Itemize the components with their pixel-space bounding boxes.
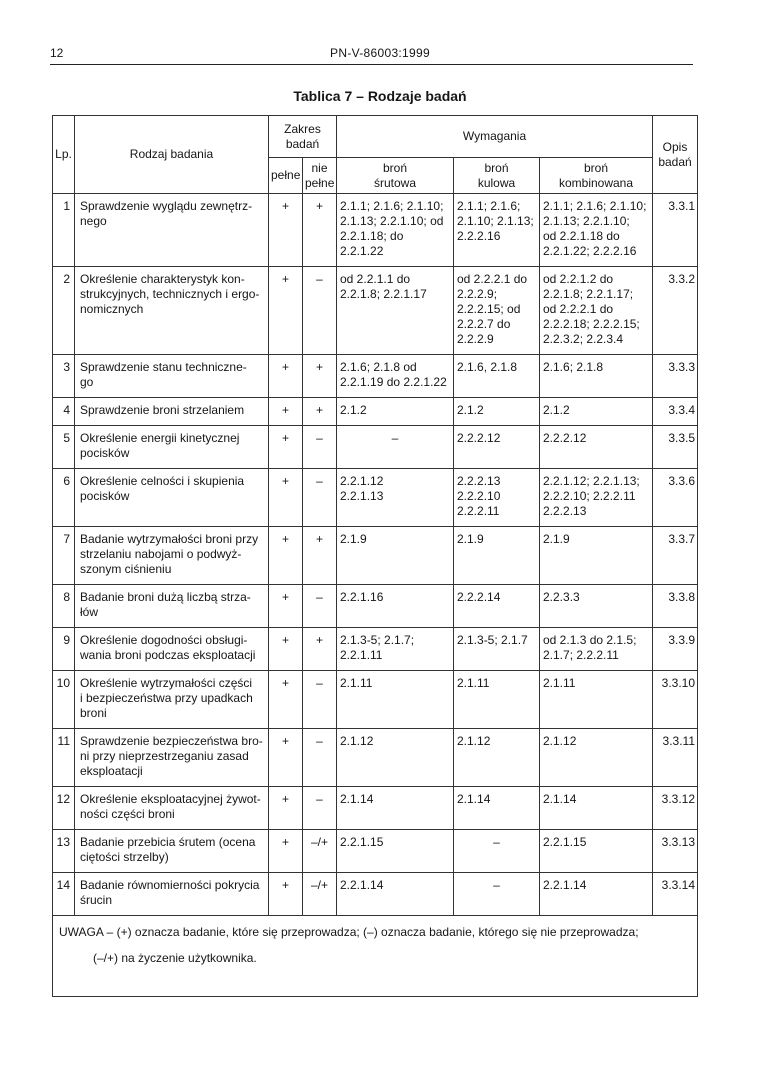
- cell-lp: 9: [53, 628, 75, 671]
- tests-table: [52, 115, 698, 997]
- cell-bron-kulowa: –: [454, 830, 540, 873]
- cell-bron-kulowa: 2.1.11: [454, 671, 540, 729]
- cell-nie-pelne: +: [303, 527, 337, 585]
- header-pelne: pełne: [269, 158, 303, 194]
- cell-bron-srutowa: 2.1.6; 2.1.8 od 2.2.1.19 do 2.2.1.22: [337, 355, 454, 398]
- table-row: [53, 398, 698, 426]
- cell-bron-kombinowana: 2.1.1; 2.1.6; 2.1.10; 2.1.13; 2.2.1.10; od 2.2.1.18 do 2.2.1.22; 2.2.2.16: [540, 194, 653, 267]
- cell-opis-badan: 3.3.11: [653, 729, 698, 787]
- header-bron-srutowa: broń śrutowa: [337, 158, 454, 194]
- cell-nie-pelne: –: [303, 585, 337, 628]
- table-title: Tablica 7 – Rodzaje badań: [293, 88, 467, 104]
- cell-pelne: +: [269, 194, 303, 267]
- cell-nie-pelne: –: [303, 787, 337, 830]
- cell-nie-pelne: –/+: [303, 873, 337, 916]
- cell-bron-kulowa: 2.1.14: [454, 787, 540, 830]
- cell-test-name: Określenie eksploatacyjnej żywot- ności części broni: [75, 787, 269, 830]
- cell-bron-kombinowana: 2.1.6; 2.1.8: [540, 355, 653, 398]
- cell-bron-srutowa: –: [337, 426, 454, 469]
- header-row-1: [53, 116, 698, 158]
- cell-pelne: +: [269, 671, 303, 729]
- cell-opis-badan: 3.3.8: [653, 585, 698, 628]
- cell-test-name: Badanie broni dużą liczbą strza- łów: [75, 585, 269, 628]
- cell-lp: 13: [53, 830, 75, 873]
- cell-nie-pelne: +: [303, 194, 337, 267]
- header-rodzaj-badania: Rodzaj badania: [75, 116, 269, 194]
- cell-opis-badan: 3.3.5: [653, 426, 698, 469]
- cell-lp: 6: [53, 469, 75, 527]
- cell-lp: 1: [53, 194, 75, 267]
- table-body: [53, 194, 698, 916]
- cell-bron-srutowa: 2.1.3-5; 2.1.7; 2.2.1.11: [337, 628, 454, 671]
- table-row: [53, 355, 698, 398]
- header-bron-kulowa: broń kulowa: [454, 158, 540, 194]
- cell-bron-kulowa: 2.1.9: [454, 527, 540, 585]
- cell-test-name: Sprawdzenie broni strzelaniem: [75, 398, 269, 426]
- cell-pelne: +: [269, 585, 303, 628]
- cell-opis-badan: 3.3.9: [653, 628, 698, 671]
- cell-bron-srutowa: 2.2.1.16: [337, 585, 454, 628]
- cell-lp: 12: [53, 787, 75, 830]
- note-cell: [53, 916, 698, 997]
- table-row: [53, 873, 698, 916]
- cell-lp: 7: [53, 527, 75, 585]
- cell-bron-kombinowana: 2.1.2: [540, 398, 653, 426]
- cell-pelne: +: [269, 729, 303, 787]
- cell-test-name: Badanie przebicia śrutem (ocena ciętości strzelby): [75, 830, 269, 873]
- cell-nie-pelne: –: [303, 469, 337, 527]
- document-id: PN-V-86003:1999: [330, 46, 430, 60]
- cell-bron-kulowa: 2.1.3-5; 2.1.7: [454, 628, 540, 671]
- cell-test-name: Określenie dogodności obsługi- wania broni podczas eksploatacji: [75, 628, 269, 671]
- table-row: [53, 585, 698, 628]
- table-row: [53, 194, 698, 267]
- cell-bron-kulowa: 2.2.2.12: [454, 426, 540, 469]
- cell-opis-badan: 3.3.1: [653, 194, 698, 267]
- cell-opis-badan: 3.3.13: [653, 830, 698, 873]
- cell-bron-kombinowana: 2.2.1.14: [540, 873, 653, 916]
- header-opis-badan: Opis badań: [653, 116, 698, 194]
- cell-pelne: +: [269, 267, 303, 355]
- cell-pelne: +: [269, 787, 303, 830]
- cell-opis-badan: 3.3.2: [653, 267, 698, 355]
- cell-bron-kombinowana: 2.2.2.12: [540, 426, 653, 469]
- cell-bron-kombinowana: 2.1.14: [540, 787, 653, 830]
- cell-test-name: Sprawdzenie wyglądu zewnętrz- nego: [75, 194, 269, 267]
- cell-bron-kombinowana: 2.2.1.15: [540, 830, 653, 873]
- cell-opis-badan: 3.3.6: [653, 469, 698, 527]
- cell-nie-pelne: –: [303, 267, 337, 355]
- cell-nie-pelne: –: [303, 671, 337, 729]
- cell-lp: 4: [53, 398, 75, 426]
- table-row: [53, 469, 698, 527]
- cell-bron-kombinowana: 2.1.12: [540, 729, 653, 787]
- table-row: [53, 628, 698, 671]
- cell-test-name: Badanie równomierności pokrycia śrucin: [75, 873, 269, 916]
- cell-opis-badan: 3.3.7: [653, 527, 698, 585]
- table-row: [53, 729, 698, 787]
- cell-bron-kulowa: 2.1.12: [454, 729, 540, 787]
- header-rule: [50, 64, 693, 65]
- cell-lp: 11: [53, 729, 75, 787]
- page-number: 12: [50, 46, 64, 60]
- cell-bron-kombinowana: 2.1.11: [540, 671, 653, 729]
- cell-nie-pelne: –: [303, 426, 337, 469]
- cell-opis-badan: 3.3.10: [653, 671, 698, 729]
- cell-bron-kulowa: 2.1.1; 2.1.6; 2.1.10; 2.1.13; 2.2.2.16: [454, 194, 540, 267]
- cell-bron-kombinowana: 2.2.1.12; 2.2.1.13; 2.2.2.10; 2.2.2.11 2.2.2.13: [540, 469, 653, 527]
- table-row: [53, 527, 698, 585]
- cell-bron-kulowa: 2.2.2.13 2.2.2.10 2.2.2.11: [454, 469, 540, 527]
- cell-pelne: +: [269, 628, 303, 671]
- cell-bron-kulowa: 2.2.2.14: [454, 585, 540, 628]
- table-row: [53, 671, 698, 729]
- cell-lp: 3: [53, 355, 75, 398]
- cell-test-name: Sprawdzenie bezpieczeństwa bro- ni przy nieprzestrzeganiu zasad eksploatacji: [75, 729, 269, 787]
- cell-pelne: +: [269, 398, 303, 426]
- cell-bron-srutowa: 2.2.1.15: [337, 830, 454, 873]
- cell-test-name: Sprawdzenie stanu techniczne- go: [75, 355, 269, 398]
- cell-nie-pelne: –: [303, 729, 337, 787]
- cell-opis-badan: 3.3.3: [653, 355, 698, 398]
- note-row: [53, 916, 698, 997]
- cell-bron-kombinowana: 2.1.9: [540, 527, 653, 585]
- cell-pelne: +: [269, 527, 303, 585]
- note-line-2: (–/+) na życzenie użytkownika.: [93, 951, 257, 965]
- cell-pelne: +: [269, 426, 303, 469]
- cell-pelne: +: [269, 830, 303, 873]
- cell-pelne: +: [269, 469, 303, 527]
- cell-bron-kulowa: 2.1.2: [454, 398, 540, 426]
- cell-lp: 10: [53, 671, 75, 729]
- cell-bron-srutowa: 2.1.12: [337, 729, 454, 787]
- cell-opis-badan: 3.3.4: [653, 398, 698, 426]
- cell-bron-kombinowana: od 2.1.3 do 2.1.5; 2.1.7; 2.2.2.11: [540, 628, 653, 671]
- cell-lp: 8: [53, 585, 75, 628]
- cell-bron-srutowa: 2.1.11: [337, 671, 454, 729]
- cell-bron-kombinowana: 2.2.3.3: [540, 585, 653, 628]
- cell-nie-pelne: +: [303, 355, 337, 398]
- cell-test-name: Określenie wytrzymałości części i bezpieczeństwa przy upadkach broni: [75, 671, 269, 729]
- cell-lp: 5: [53, 426, 75, 469]
- cell-bron-kulowa: od 2.2.2.1 do 2.2.2.9; 2.2.2.15; od 2.2.2.7 do 2.2.2.9: [454, 267, 540, 355]
- cell-bron-srutowa: 2.1.2: [337, 398, 454, 426]
- cell-nie-pelne: +: [303, 398, 337, 426]
- cell-test-name: Badanie wytrzymałości broni przy strzelaniu nabojami o podwyż- szonym ciśnieniu: [75, 527, 269, 585]
- cell-pelne: +: [269, 873, 303, 916]
- cell-lp: 14: [53, 873, 75, 916]
- header-lp: Lp.: [53, 116, 75, 194]
- header-bron-kombinowana: broń kombinowana: [540, 158, 653, 194]
- header-nie-pelne: nie pełne: [303, 158, 337, 194]
- cell-lp: 2: [53, 267, 75, 355]
- cell-test-name: Określenie energii kinetycznej pocisków: [75, 426, 269, 469]
- cell-test-name: Określenie charakterystyk kon- strukcyjnych, technicznych i ergo- nomicznych: [75, 267, 269, 355]
- cell-bron-srutowa: 2.1.1; 2.1.6; 2.1.10; 2.1.13; 2.2.1.10; od 2.2.1.18; do 2.2.1.22: [337, 194, 454, 267]
- cell-test-name: Określenie celności i skupienia pocisków: [75, 469, 269, 527]
- cell-bron-kombinowana: od 2.2.1.2 do 2.2.1.8; 2.2.1.17; od 2.2.2.1 do 2.2.2.18; 2.2.2.15; 2.2.3.2; 2.2.3.4: [540, 267, 653, 355]
- table-row: [53, 787, 698, 830]
- cell-nie-pelne: –/+: [303, 830, 337, 873]
- cell-pelne: +: [269, 355, 303, 398]
- table-row: [53, 830, 698, 873]
- cell-bron-kulowa: –: [454, 873, 540, 916]
- cell-bron-srutowa: 2.2.1.14: [337, 873, 454, 916]
- cell-nie-pelne: +: [303, 628, 337, 671]
- table-row: [53, 267, 698, 355]
- header-zakres-badan: Zakres badań: [269, 116, 337, 158]
- cell-bron-kulowa: 2.1.6, 2.1.8: [454, 355, 540, 398]
- cell-bron-srutowa: od 2.2.1.1 do 2.2.1.8; 2.2.1.17: [337, 267, 454, 355]
- cell-bron-srutowa: 2.1.14: [337, 787, 454, 830]
- cell-bron-srutowa: 2.2.1.12 2.2.1.13: [337, 469, 454, 527]
- cell-opis-badan: 3.3.12: [653, 787, 698, 830]
- cell-opis-badan: 3.3.14: [653, 873, 698, 916]
- cell-bron-srutowa: 2.1.9: [337, 527, 454, 585]
- header-wymagania: Wymagania: [337, 116, 653, 158]
- table-row: [53, 426, 698, 469]
- note-line-1: UWAGA – (+) oznacza badanie, które się przeprowadza; (–) oznacza badanie, którego się nie przeprowadza;: [59, 925, 639, 939]
